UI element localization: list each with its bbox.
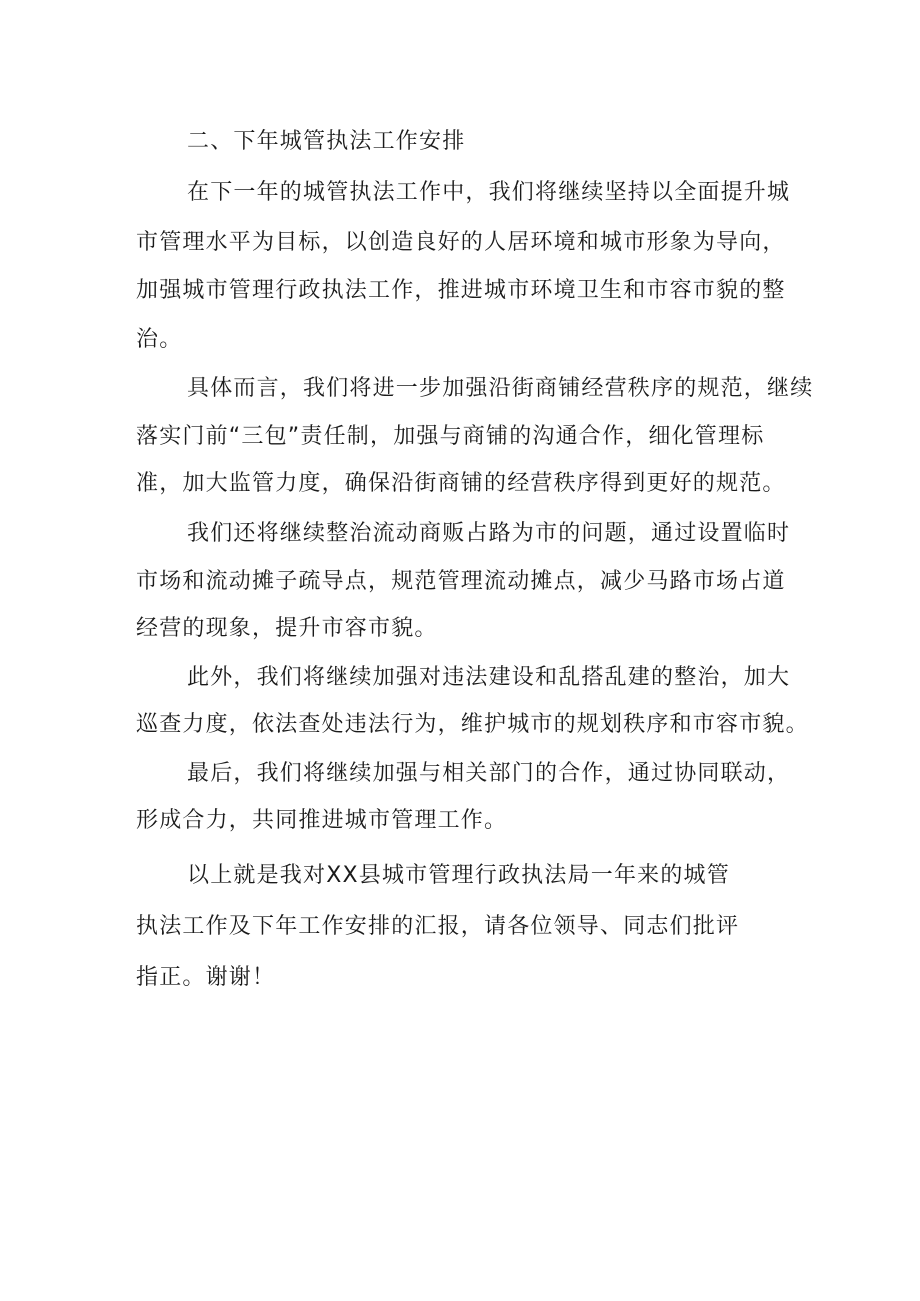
paragraph-3-line-1: 我们还将继续整治流动商贩占路为市的问题，通过设置临时 bbox=[187, 521, 791, 546]
paragraph-2-line-2: 落实门前“三包”责任制，加强与商铺的沟通合作，细化管理标 bbox=[136, 424, 765, 449]
section-heading: 二、下年城管执法工作安排 bbox=[187, 129, 466, 154]
paragraph-3-line-2: 市场和流动摊子疏导点，规范管理流动摊点，减少马路市场占道 bbox=[136, 569, 786, 594]
paragraph-5-line-2: 形成合力，共同推进城市管理工作。 bbox=[136, 808, 508, 833]
paragraph-4-line-1: 此外，我们将继续加强对违法建设和乱搭乱建的整治，加大 bbox=[187, 665, 791, 690]
paragraph-2-line-1: 具体而言，我们将进一步加强沿街商铺经营秩序的规范，继续 bbox=[187, 376, 814, 401]
paragraph-6-line-2: 执法工作及下年工作安排的汇报，请各位领导、同志们批评 bbox=[136, 914, 740, 939]
paragraph-4-line-2: 巡查力度，依法查处违法行为，维护城市的规划秩序和市容市貌。 bbox=[136, 712, 809, 737]
paragraph-1-line-4: 治。 bbox=[136, 327, 183, 352]
paragraph-2-line-3: 准，加大监管力度，确保沿街商铺的经营秩序得到更好的规范。 bbox=[136, 471, 786, 496]
paragraph-1-line-3: 加强城市管理行政执法工作，推进城市环境卫生和市容市貌的整 bbox=[136, 278, 786, 303]
paragraph-1-line-2: 市管理水平为目标，以创造良好的人居环境和城市形象为导向， bbox=[136, 230, 786, 255]
paragraph-3-line-3: 经营的现象，提升市容市貌。 bbox=[136, 616, 438, 641]
paragraph-6-line-3: 指正。谢谢！ bbox=[136, 965, 276, 990]
paragraph-5-line-1: 最后，我们将继续加强与相关部门的合作，通过协同联动， bbox=[187, 761, 791, 786]
paragraph-1-line-1: 在下一年的城管执法工作中，我们将继续坚持以全面提升城 bbox=[187, 180, 791, 205]
paragraph-6-line-1: 以上就是我对XX县城市管理行政执法局一年来的城管 bbox=[187, 863, 730, 888]
